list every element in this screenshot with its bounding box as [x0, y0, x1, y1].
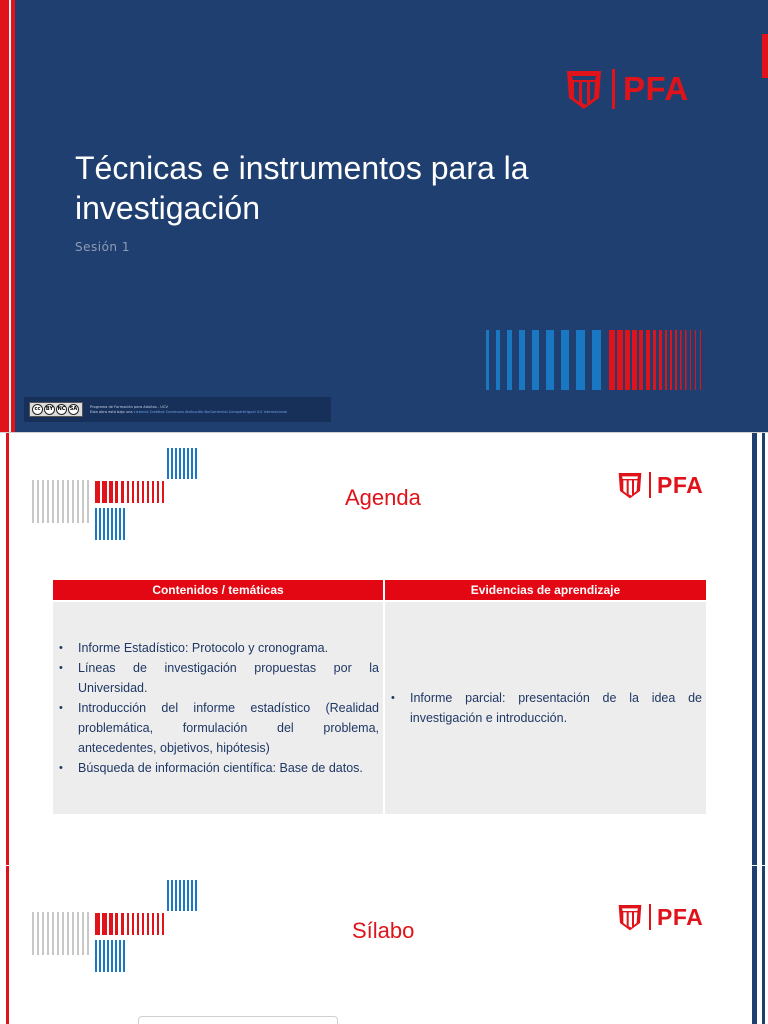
cc-badge-label: NC: [56, 404, 67, 415]
logo-separator: [612, 69, 615, 109]
cc-badge-label: SA: [68, 404, 79, 415]
ucv-shield-icon: [618, 471, 642, 499]
left-red-edge: [6, 433, 9, 865]
slide-heading: Sílabo: [352, 918, 415, 943]
contents-cell: [53, 601, 384, 814]
content-box-top: [138, 1016, 338, 1024]
agenda-slide: [0, 433, 768, 865]
logo-text: PFA: [657, 904, 704, 930]
presentation-title: Técnicas e instrumentos para la investigación: [75, 150, 529, 226]
cc-license-icon[interactable]: [29, 402, 83, 417]
right-navy-edge: [752, 866, 757, 1024]
left-red-edge: [0, 0, 9, 432]
license-text: [90, 405, 287, 415]
right-red-tab: [762, 34, 768, 78]
table-row: [53, 601, 706, 814]
evidence-cell: [384, 601, 706, 814]
pfa-logo: [618, 903, 703, 931]
right-navy-edge-outer: [762, 866, 765, 1024]
syllabus-slide: [0, 866, 768, 1024]
left-red-edge-inner: [11, 0, 15, 432]
decorative-stripes: [486, 330, 708, 390]
ucv-shield-icon: [566, 68, 602, 110]
decorative-stripes: [32, 448, 200, 542]
cc-badge-label: BY: [44, 404, 55, 415]
agenda-table: [53, 580, 706, 814]
pfa-logo: [566, 68, 689, 110]
title-slide: [0, 0, 768, 432]
license-prefix: Esta obra está bajo una: [90, 409, 133, 414]
cc-badge-label: cc: [32, 404, 43, 415]
left-red-edge: [6, 866, 9, 1024]
list-item: • Informe parcial: presentación de la idea de investigación e introducción.: [391, 688, 702, 728]
contents-list: [53, 638, 383, 778]
list-item: • Búsqueda de información científica: Base de datos.: [59, 758, 379, 778]
logo-text: PFA: [657, 472, 704, 498]
license-line-1: Programa de Formación para Adultos - UCV: [90, 404, 168, 409]
license-bar: [24, 397, 331, 422]
pfa-logo: [618, 471, 703, 499]
right-navy-edge-outer: [762, 433, 765, 865]
session-label: Sesión 1: [75, 240, 130, 254]
logo-separator: [649, 472, 651, 498]
decorative-stripes: [32, 880, 200, 974]
slide-heading: Agenda: [345, 485, 421, 510]
list-item: • Líneas de investigación propuestas por la Universidad.: [59, 658, 379, 698]
table-header: Evidencias de aprendizaje: [384, 580, 706, 601]
logo-separator: [649, 904, 651, 930]
ucv-shield-icon: [618, 903, 642, 931]
logo-text: PFA: [623, 70, 689, 107]
list-item: • Informe Estadístico: Protocolo y cronograma.: [59, 638, 379, 658]
evidence-list: [385, 688, 706, 728]
table-header: Contenidos / temáticas: [53, 580, 384, 601]
right-navy-edge: [752, 433, 757, 865]
list-item: • Introducción del informe estadístico (Realidad problemática, formulación del problema, antecedentes, objetivos, hipótesis): [59, 698, 379, 758]
license-link[interactable]: Licencia Creative Commons Atribución-NoComercial-CompartirIgual 4.0 Internacional: [133, 409, 288, 414]
license-line-2: [90, 410, 287, 415]
